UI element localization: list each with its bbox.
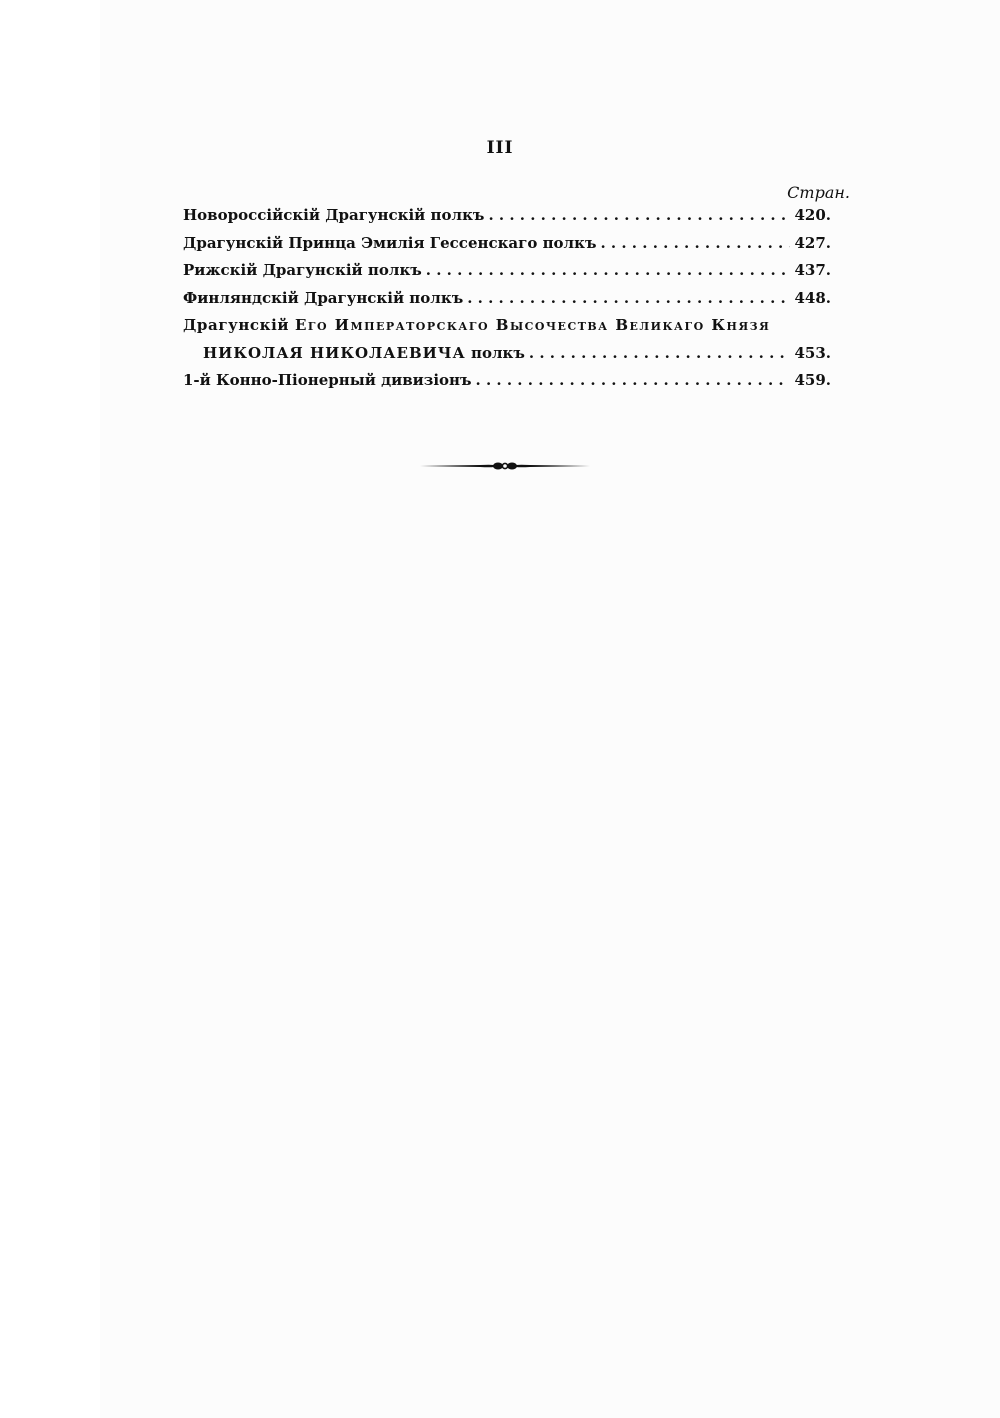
toc-entry xyxy=(183,371,831,399)
pages-column-header: Стран. xyxy=(787,183,850,202)
dot-leader xyxy=(426,261,791,279)
toc-entry-title-plain: Драгунскій xyxy=(183,316,290,334)
dot-leader xyxy=(529,344,791,362)
page-number: III xyxy=(486,138,514,158)
toc-entry-title-caps: НИКОЛАЯ НИКОЛАЕВИЧА xyxy=(203,343,466,362)
toc-entry-title-smallcaps: Его Императорскаго Высочества Великаго Князя xyxy=(294,316,771,334)
toc-entry-title-line2 xyxy=(183,344,525,362)
toc-entry xyxy=(183,261,831,289)
toc-entry-page: 420. xyxy=(794,206,831,224)
toc-entry-title: 1-й Конно-Піонерный дивизіонъ xyxy=(183,371,472,389)
toc-entry-title: Драгунскій Принца Эмилія Гессенскаго полкъ xyxy=(183,233,597,252)
toc-entry xyxy=(183,289,831,317)
toc-entry-page: 448. xyxy=(794,288,831,307)
toc-entry-page: 427. xyxy=(794,233,831,252)
toc-entry-multiline-first xyxy=(183,316,831,344)
toc-entry-title: Финляндскій Драгунскій полкъ xyxy=(183,288,464,307)
toc-entry-multiline-second xyxy=(183,344,831,372)
toc-entry xyxy=(183,234,831,262)
toc-entry-title-line1 xyxy=(183,316,770,334)
toc-entry xyxy=(183,206,831,234)
ornament-divider xyxy=(420,458,590,474)
dot-leader xyxy=(488,206,790,224)
toc-entry-title: Рижскій Драгунскій полкъ xyxy=(183,261,422,279)
table-of-contents xyxy=(183,206,831,399)
dot-leader xyxy=(600,234,790,252)
toc-entry-title-end: полкъ xyxy=(470,343,525,362)
toc-entry-page: 459. xyxy=(794,371,831,389)
dot-leader xyxy=(476,371,791,389)
dot-leader xyxy=(467,289,790,307)
toc-entry-page: 437. xyxy=(794,261,831,279)
toc-entry-title: Новороссійскій Драгунскій полкъ xyxy=(183,206,485,224)
toc-entry-page: 453. xyxy=(794,343,831,362)
